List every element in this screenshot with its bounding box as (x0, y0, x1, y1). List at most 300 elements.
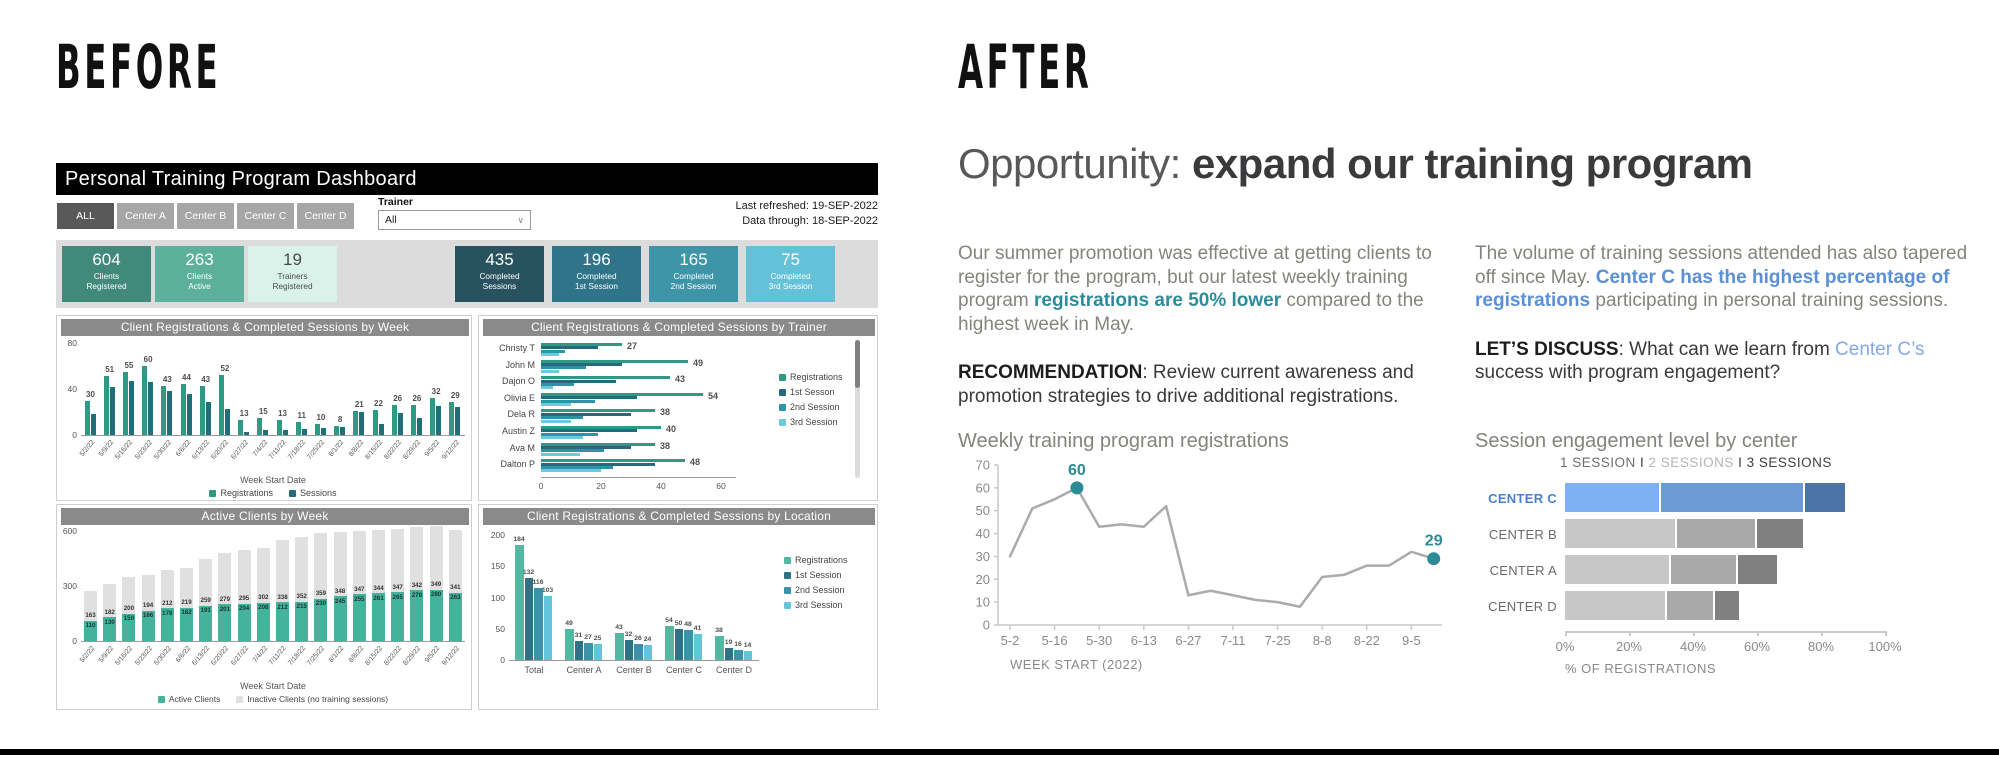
x-axis-tick-label: 80% (1807, 639, 1835, 654)
kpi-label-line: Completed (673, 271, 714, 281)
x-axis-tick-label: 6/13/22 (191, 645, 212, 667)
inactive-value-label: 347 (392, 583, 403, 591)
trainer-dropdown[interactable] (378, 210, 531, 230)
x-axis-tick-label: 6/13/22 (191, 439, 212, 461)
y-axis-tick: 200 (490, 530, 505, 540)
engagement-bar-segment (1565, 555, 1669, 584)
bar-value-label: 27 (584, 634, 592, 642)
text-span: Center C’s (1835, 338, 1925, 360)
registrations-bar (296, 422, 301, 435)
center-label: CENTER D (1488, 599, 1557, 614)
kpi-label-line: Registered (272, 281, 313, 292)
legend-item (784, 570, 842, 580)
legend-swatch (784, 602, 791, 609)
engagement-bar-segment (1661, 483, 1803, 512)
x-axis-tick-label: 9/12/22 (440, 439, 461, 461)
headline-prefix: Opportunity: (958, 140, 1192, 187)
x-axis-tick (1885, 631, 1887, 636)
bar-value-label: 25 (593, 635, 602, 643)
registrations-bar (219, 375, 224, 435)
data-through-text: Data through: 18-SEP-2022 (742, 215, 878, 227)
x-axis-tick-label: 7-25 (1264, 633, 1291, 648)
kpi-value: 604 (92, 250, 121, 269)
kpi-label-line: Completed (479, 271, 520, 281)
trainer-bar (541, 403, 571, 406)
bar-value-label: 43 (675, 374, 686, 385)
sessions-bar (225, 409, 230, 435)
after-right-copy (1475, 242, 1972, 410)
legend-part: I (1733, 455, 1747, 470)
kpi-label-line: Completed (770, 271, 811, 281)
legend-label: 2nd Session (795, 585, 845, 595)
bar-value-label: 49 (693, 357, 704, 368)
legend-item (779, 402, 840, 412)
kpi-label-line: Trainers (277, 271, 308, 281)
x-axis-tick-label: 7/4/22 (251, 645, 269, 664)
filter-button-center-b[interactable]: Center B (177, 203, 234, 229)
legend-item (784, 585, 845, 595)
inactive-value-label: 348 (334, 587, 346, 595)
engagement-bar-segment (1565, 591, 1665, 620)
x-axis-tick-label: 6/6/22 (174, 645, 192, 664)
bar-value-label: 40 (666, 424, 677, 434)
x-axis-tick-label: 20% (1615, 639, 1643, 654)
bar-value-label: 43 (615, 624, 623, 632)
active-value-label: 255 (354, 595, 365, 603)
inactive-bar-segment (295, 537, 308, 602)
sessions-bar (417, 418, 422, 435)
trainer-name-label: Dalton P (500, 459, 535, 470)
chart-location-quadrant (478, 504, 878, 710)
x-axis-tick-label: 7/18/22 (287, 439, 308, 461)
engagement-bar-segment (1757, 519, 1803, 548)
bar-value-label: 51 (105, 365, 115, 375)
legend-label: Active Clients (168, 694, 221, 704)
x-axis-tick (1565, 631, 1567, 636)
bar-value-label: 8 (337, 414, 343, 424)
registrations-bar (238, 420, 243, 435)
bar-value-label: 14 (743, 642, 752, 650)
after-headline (958, 140, 1753, 188)
active-value-label: 204 (238, 605, 250, 613)
inactive-bar-segment (353, 531, 366, 595)
trainer-name-label: Dela R (507, 409, 535, 420)
registrations-bar (411, 405, 416, 435)
inactive-bar-segment (430, 526, 443, 590)
registrations-bar (334, 426, 339, 435)
bar-value-label: 26 (412, 394, 422, 404)
trainer-bar (541, 353, 559, 356)
x-axis-tick-label: 0% (1555, 639, 1575, 654)
legend-swatch (779, 404, 786, 411)
legend-label: Registrations (790, 372, 843, 382)
x-axis-tick-label: 6/6/22 (174, 439, 192, 458)
kpi-label-line: 3rd Session (768, 281, 813, 292)
location-bar (625, 640, 634, 660)
trainer-filter-label: Trainer (378, 196, 414, 208)
x-axis-tick-label: 40% (1679, 639, 1707, 654)
registrations-bar (353, 411, 358, 435)
x-axis-tick-label: 8/15/22 (364, 645, 384, 667)
legend-label: 3rd Session (790, 417, 838, 427)
bar-value-label: 103 (541, 586, 554, 594)
location-bar (675, 629, 684, 660)
text-span: compared to the highest week in May. (958, 290, 1424, 335)
bar-value-label: 38 (660, 440, 671, 451)
active-value-label: 150 (123, 615, 135, 622)
location-bar (665, 626, 674, 660)
filter-button-center-c[interactable]: Center C (237, 203, 294, 229)
location-bar (634, 644, 643, 660)
sessions-bar (398, 413, 403, 435)
x-axis-tick-label: 5/30/22 (152, 645, 173, 667)
legend-swatch (779, 389, 786, 396)
active-value-label: 182 (181, 609, 192, 617)
sessions-bar (436, 406, 441, 435)
inactive-bar-segment (314, 533, 327, 599)
x-axis-tick-label: 5/16/22 (114, 645, 135, 667)
chart-active-quadrant (56, 504, 472, 710)
engagement-legend (1560, 455, 1832, 470)
kpi-card (746, 246, 835, 302)
location-bar (575, 641, 584, 660)
bar-value-label: 11 (297, 411, 306, 421)
location-bar (515, 545, 524, 660)
engagement-bar-segment (1667, 591, 1713, 620)
inactive-value-label: 182 (104, 608, 115, 616)
x-axis-title: Week Start Date (240, 681, 306, 691)
filter-button-all[interactable]: ALL (57, 203, 114, 229)
bar-value-label: 50 (674, 619, 683, 627)
kpi-label-line: Clients (93, 271, 120, 281)
active-value-label: 191 (200, 607, 211, 615)
legend-label: 1st Session (795, 570, 842, 580)
bar-value-label: 116 (532, 578, 544, 586)
inactive-value-label: 194 (142, 602, 154, 610)
center-label: CENTER A (1489, 563, 1557, 578)
active-chart-legend (81, 694, 465, 704)
active-value-label: 261 (373, 594, 384, 602)
bottom-divider (0, 749, 1999, 755)
x-axis-line (81, 641, 465, 642)
legend-part: 3 SESSIONS (1746, 455, 1832, 470)
sessions-bar (359, 412, 364, 435)
legend-label: 1st Sesson (790, 387, 835, 397)
trainer-name-label: Olivia E (503, 392, 535, 403)
kpi-label-line: 1st Session (575, 281, 618, 292)
bar-value-label: 44 (182, 373, 191, 383)
x-axis-category-label: Center A (566, 665, 602, 675)
legend-swatch (784, 587, 791, 594)
after-heading: AFTER (958, 32, 1093, 103)
kpi-value: 196 (582, 250, 611, 269)
week-chart-plot (81, 343, 465, 435)
x-axis-tick (1757, 631, 1759, 636)
registrations-bar (277, 420, 282, 435)
y-axis-tick: 0 (72, 430, 77, 440)
inactive-value-label: 295 (238, 595, 250, 603)
x-axis-tick-label: 5/16/22 (114, 439, 135, 461)
x-axis-tick-label: 7/11/22 (268, 439, 288, 461)
x-axis-category-label: Center D (715, 665, 752, 675)
registrations-line (1010, 488, 1434, 607)
bar-value-label: 13 (278, 409, 287, 419)
x-axis-line (81, 435, 465, 436)
x-axis-tick-label: 8-22 (1353, 633, 1380, 648)
x-axis-title: % OF REGISTRATIONS (1565, 661, 1717, 676)
bar-value-label: 60 (143, 355, 153, 364)
legend-label: 3rd Session (795, 600, 843, 610)
bar-value-label: 48 (684, 621, 692, 628)
weekly-registrations-line-chart (950, 453, 1450, 693)
registrations-bar (161, 386, 166, 435)
active-value-label: 263 (450, 594, 461, 602)
x-axis-category-label: Center C (665, 665, 702, 675)
refresh-info (648, 199, 878, 229)
sessions-bar (206, 402, 211, 435)
engagement-bar-segment (1565, 483, 1659, 512)
location-bar (684, 630, 693, 660)
x-axis-tick-label: 9/5/22 (424, 439, 442, 458)
filter-button-center-a[interactable]: Center A (117, 203, 174, 229)
sessions-bar (455, 407, 460, 435)
legend-swatch (779, 374, 786, 381)
kpi-label (649, 271, 738, 292)
x-axis-tick-label: 7/25/22 (306, 645, 327, 667)
legend-item (209, 488, 273, 498)
legend-label: Inactive Clients (no training sessions) (247, 694, 389, 704)
x-axis-tick-label: 5/9/22 (97, 439, 116, 458)
x-axis-category-label: Center B (616, 665, 652, 675)
inactive-value-label: 359 (315, 590, 327, 598)
legend-swatch (784, 557, 791, 564)
x-axis-tick-label: 20 (596, 481, 606, 491)
registrations-bar (85, 401, 90, 436)
inactive-value-label: 341 (450, 584, 461, 592)
trainer-name-label: John M (505, 359, 535, 370)
kpi-label-line: Active (188, 281, 211, 292)
center-label: CENTER B (1488, 527, 1557, 542)
trainer-dropdown-value: All (385, 214, 397, 226)
registrations-bar (142, 366, 147, 435)
x-axis-tick-label: 40 (656, 481, 666, 491)
active-value-label: 208 (258, 604, 269, 612)
bar-value-label: 132 (522, 568, 535, 576)
lets-discuss-paragraph (1475, 338, 1972, 385)
kpi-label (62, 271, 151, 292)
x-axis-tick-label: 5/23/22 (133, 645, 154, 667)
bar-value-label: 52 (220, 364, 230, 374)
x-axis-tick-label: 5-30 (1086, 633, 1113, 648)
trainer-name-label: Ava M (509, 442, 535, 453)
bar-value-label: 32 (431, 387, 441, 397)
x-axis-tick-label: 6-13 (1130, 633, 1157, 648)
trainer-name-label: Christy T (499, 343, 535, 353)
location-bar (525, 578, 534, 661)
engagement-bar-segment (1805, 483, 1845, 512)
location-bar (744, 651, 753, 660)
sessions-bar (340, 427, 345, 435)
x-axis-tick-label: 5-2 (1000, 633, 1020, 648)
registrations-bar (315, 424, 320, 436)
legend-swatch (158, 696, 165, 703)
trainer-name-label: Austin Z (501, 426, 535, 436)
engagement-bar-segment (1671, 555, 1736, 584)
y-axis-tick: 100 (490, 592, 505, 603)
location-chart-plot (509, 535, 759, 660)
registrations-bar (373, 410, 378, 435)
x-axis-tick-label: 6-27 (1175, 633, 1202, 648)
registrations-bar (392, 405, 397, 435)
chevron-down-icon: ∨ (517, 215, 524, 225)
kpi-card (552, 246, 641, 302)
data-point-label: 60 (1068, 461, 1086, 479)
active-value-label: 212 (277, 603, 288, 611)
legend-part: 1 SESSION (1560, 455, 1636, 470)
inactive-value-label: 259 (200, 597, 211, 605)
x-axis-tick-label: 60% (1743, 639, 1771, 654)
text-span: LET’S DISCUSS (1475, 338, 1619, 360)
data-point-label: 29 (1424, 532, 1443, 550)
kpi-value: 165 (679, 250, 708, 269)
sessions-bar (148, 382, 153, 435)
x-axis-line (1565, 631, 1885, 633)
bar-value-label: 54 (665, 617, 673, 625)
text-span: : What can we learn from (1618, 338, 1836, 360)
x-axis-tick-label: 6/27/22 (229, 439, 250, 461)
chart-week-title: Client Registrations & Completed Sessions by Week (61, 319, 469, 336)
trainer-bar (541, 469, 601, 472)
x-axis-tick-label: 100% (1868, 639, 1902, 654)
y-axis-tick-label: 40 (975, 526, 990, 542)
x-axis-tick-label: 5/2/22 (78, 645, 96, 664)
y-axis-tick: 300 (62, 581, 77, 591)
inactive-value-label: 344 (373, 584, 384, 592)
legend-swatch (779, 419, 786, 426)
text-span: Center C has the highest percentage of registrations (1475, 266, 1950, 311)
x-axis-tick-label: 7/11/22 (268, 645, 288, 667)
active-value-label: 130 (104, 618, 115, 626)
trainer-bar (541, 420, 571, 423)
bar-value-label: 24 (643, 636, 652, 643)
bar-value-label: 32 (624, 631, 633, 638)
registrations-bar (181, 384, 186, 435)
active-value-label: 245 (334, 597, 346, 605)
sessions-bar (187, 394, 192, 435)
kpi-label (248, 271, 337, 292)
bar-value-label: 10 (316, 412, 326, 422)
kpi-label-line: Clients (186, 271, 213, 281)
headline-bold: expand our training program (1191, 140, 1753, 187)
legend-label: 2nd Session (790, 402, 840, 412)
filter-button-center-d[interactable]: Center D (297, 203, 354, 229)
kpi-card (455, 246, 544, 302)
x-axis-tick-label: 8/8/22 (347, 645, 365, 664)
sessions-bar (379, 424, 384, 436)
bar-value-label: 29 (450, 390, 460, 400)
y-axis-tick: 80 (67, 338, 77, 348)
location-bar (694, 634, 703, 660)
x-axis-tick-label: 8/8/22 (347, 439, 365, 458)
recommendation-paragraph (958, 361, 1455, 408)
kpi-label-line: 2nd Session (670, 281, 717, 292)
kpi-label (455, 271, 544, 292)
y-axis-tick: 0 (500, 655, 505, 665)
trainer-bar (541, 453, 580, 456)
location-bar (734, 650, 743, 660)
text-span: participating in personal training sessions. (1590, 290, 1949, 311)
registrations-bar (449, 402, 454, 435)
y-axis-tick-label: 70 (975, 457, 990, 473)
sessions-bar (167, 391, 172, 435)
inactive-value-label: 163 (85, 612, 96, 620)
legend-item (784, 600, 843, 610)
location-bar (584, 643, 593, 660)
active-chart-plot (81, 531, 465, 641)
bar-value-label: 184 (513, 536, 525, 543)
active-value-label: 201 (219, 605, 231, 613)
week-chart-legend (81, 488, 465, 498)
inactive-value-label: 219 (181, 599, 192, 607)
x-axis-tick-label: 60 (716, 481, 726, 491)
location-bar (544, 596, 553, 660)
x-axis-tick-label: 8/1/22 (328, 439, 346, 458)
x-axis-line (509, 660, 759, 661)
engagement-bar-segment (1738, 555, 1778, 584)
trainer-bar (541, 386, 553, 389)
before-heading: BEFORE (56, 32, 222, 103)
bar-value-label: 26 (634, 634, 642, 642)
trainer-name-label: Dajon O (501, 376, 535, 387)
summer-promotion-paragraph (958, 242, 1455, 336)
bar-value-label: 13 (239, 409, 249, 419)
bar-value-label: 27 (627, 341, 638, 351)
inactive-bar-segment (391, 529, 404, 593)
x-axis-tick-label: 6/27/22 (229, 645, 250, 667)
legend-item (158, 694, 221, 704)
sessions-bar (110, 387, 115, 435)
legend-part: I (1635, 455, 1649, 470)
text-span: RECOMMENDATION (958, 362, 1143, 383)
kpi-value: 75 (781, 250, 800, 269)
kpi-value: 19 (283, 250, 302, 269)
sessions-bar (129, 381, 134, 435)
sessions-bar (91, 414, 96, 435)
kpi-band (56, 240, 878, 308)
engagement-bar-segment (1565, 519, 1675, 548)
kpi-value: 435 (485, 250, 514, 269)
y-axis-tick-label: 30 (975, 548, 990, 564)
legend-swatch (784, 572, 791, 579)
legend-item (784, 555, 848, 565)
active-value-label: 278 (411, 591, 423, 599)
x-axis-tick-label: 8/22/22 (383, 439, 404, 461)
x-axis-tick-label: 8/1/22 (328, 645, 346, 664)
location-bar (644, 645, 653, 660)
scrollbar-thumb[interactable] (855, 340, 860, 388)
x-axis-tick-label: 5/30/22 (152, 439, 173, 461)
x-axis-tick-label: 9/5/22 (424, 645, 442, 664)
x-axis-line (541, 477, 736, 478)
data-point-marker (1070, 481, 1083, 494)
legend-part: 2 SESSIONS (1648, 455, 1734, 470)
engagement-bar-segment (1677, 519, 1755, 548)
bar-value-label: 49 (565, 620, 573, 628)
y-axis-tick: 150 (490, 561, 505, 572)
trainer-bar (541, 436, 583, 439)
location-bar (534, 588, 543, 661)
line-chart-title: Weekly training program registrations (958, 430, 1289, 452)
